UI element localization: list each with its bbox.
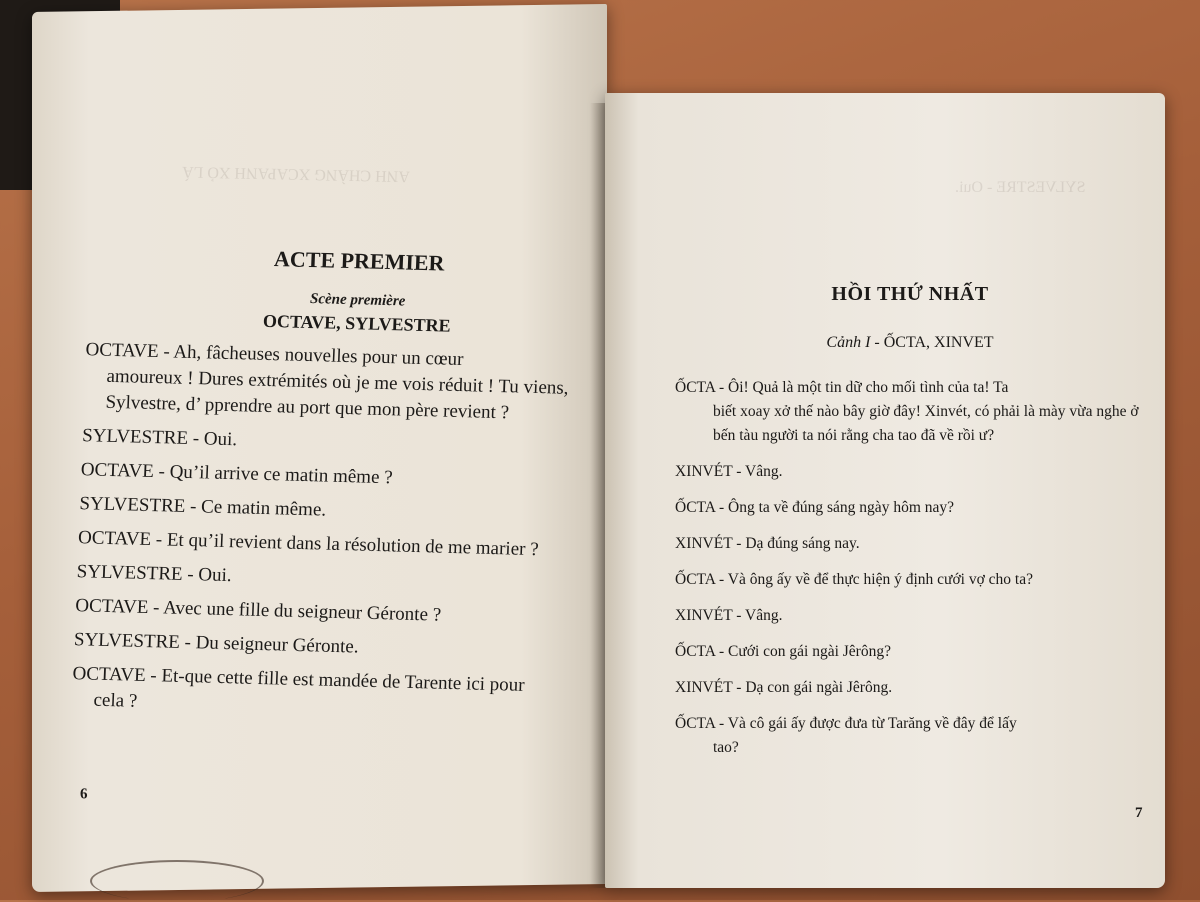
- scene-prefix: Cảnh I -: [826, 334, 880, 351]
- line-text: Ce matin même.: [200, 496, 327, 521]
- line-text: Dạ đúng sáng nay.: [745, 535, 860, 552]
- line-text: Và ông ấy về để thực hiện ý định cưới vợ cho ta?: [727, 571, 1033, 588]
- line-text: Ôi! Quả là một tin dữ cho mối tình của ta! Ta: [728, 379, 1009, 396]
- bleed-through-text: SYLVESTRE - Oui.: [955, 179, 1086, 196]
- speaker-name: SYLVESTRE -: [81, 425, 200, 450]
- scene-label: Scène première: [309, 291, 406, 310]
- line-continuation: amoureux ! Dures extrémités où je me vois réduit ! Tu viens, Sylvestre, d’ pprendre au port que mon père revient ?: [105, 365, 569, 424]
- line-text: Dạ con gái ngài Jêrông.: [745, 679, 893, 696]
- line-text: Cưới con gái ngài Jêrông?: [728, 643, 891, 660]
- speaker-name: OCTAVE -: [74, 595, 160, 619]
- speaker-name: ỐCTA -: [675, 715, 725, 732]
- dialogue-line: [675, 496, 1145, 520]
- dialogue-line: [82, 423, 583, 462]
- speaker-name: ỐCTA -: [675, 379, 725, 396]
- line-text: Vâng.: [745, 607, 783, 624]
- line-text: Et qu’il revient dans la résolution de me marier ?: [166, 529, 540, 561]
- dialogue-line: [675, 604, 1145, 628]
- background-object: [90, 860, 264, 902]
- scene-characters: OCTAVE, SYLVESTRE: [262, 310, 451, 336]
- page-number: 7: [1135, 805, 1143, 821]
- act-title-vietnamese: HỒI THỨ NHẤT: [831, 283, 989, 305]
- speaker-name: ỐCTA -: [675, 643, 725, 660]
- dialogue-line: [675, 376, 1145, 448]
- right-page-content: [675, 283, 1145, 772]
- dialogue-list: [71, 337, 586, 726]
- scene-label-vietnamese: [675, 334, 1145, 352]
- dialogue-line: [675, 640, 1145, 664]
- speaker-name: XINVÉT -: [675, 463, 742, 480]
- line-text: Oui.: [197, 564, 233, 587]
- speaker-name: SYLVESTRE -: [79, 493, 197, 518]
- dialogue-line: [79, 491, 580, 530]
- line-continuation: cela ?: [93, 689, 138, 712]
- line-text: Qu’il arrive ce matin même ?: [169, 461, 394, 489]
- dialogue-line: [76, 559, 577, 598]
- scene-characters-vietnamese: ỐCTA, XINVET: [883, 334, 994, 351]
- line-continuation: tao?: [713, 739, 739, 756]
- line-text: Oui.: [203, 428, 238, 451]
- speaker-name: SYLVESTRE -: [76, 561, 195, 586]
- speaker-name: OCTAVE -: [80, 459, 166, 483]
- speaker-name: ỐCTA -: [675, 499, 725, 516]
- dialogue-line: [80, 457, 581, 496]
- page-number: 6: [80, 786, 88, 803]
- speaker-name: OCTAVE -: [72, 663, 158, 687]
- speaker-name: XINVÉT -: [675, 535, 742, 552]
- dialogue-line: [83, 337, 586, 428]
- open-book: [20, 8, 1190, 893]
- speaker-name: OCTAVE -: [77, 527, 163, 551]
- speaker-name: XINVÉT -: [675, 679, 742, 696]
- bleed-through-text: ANH CHÀNG XCAPANH XỎ LÁ: [181, 162, 411, 185]
- line-text: Avec une fille du seigneur Géronte ?: [162, 597, 442, 626]
- line-text: Vâng.: [745, 463, 783, 480]
- dialogue-line: [675, 676, 1145, 700]
- right-page: [605, 93, 1165, 888]
- line-text: Ah, fâcheuses nouvelles pour un cœur: [173, 341, 464, 371]
- dialogue-line: [675, 568, 1145, 592]
- act-title: ACTE PREMIER: [273, 246, 445, 276]
- dialogue-line: [675, 460, 1145, 484]
- line-text: Et-que cette fille est mandée de Tarente ici pour: [161, 665, 525, 696]
- dialogue-line: [73, 627, 574, 666]
- dialogue-line: [75, 593, 576, 632]
- line-continuation: biết xoay xở thế nào bây giờ đây! Xinvét, có phải là mày vừa nghe ở bến tàu người ta nói rằng cha tao đã về rồi ư?: [713, 403, 1139, 444]
- line-text: Và cô gái ấy được đưa từ Tarăng về đây để lấy: [727, 715, 1017, 732]
- left-page: [32, 4, 607, 892]
- speaker-name: ỐCTA -: [675, 571, 725, 588]
- speaker-name: SYLVESTRE -: [73, 629, 192, 654]
- speaker-name: OCTAVE -: [85, 339, 171, 363]
- speaker-name: XINVÉT -: [675, 607, 742, 624]
- dialogue-list-vietnamese: [675, 376, 1145, 760]
- dialogue-line: [675, 712, 1145, 760]
- dialogue-line: [78, 525, 579, 564]
- dialogue-line: [71, 661, 573, 726]
- left-page-content: [71, 241, 590, 734]
- line-text: Du seigneur Géronte.: [195, 632, 359, 658]
- dialogue-line: [675, 532, 1145, 556]
- line-text: Ông ta về đúng sáng ngày hôm nay?: [728, 499, 955, 516]
